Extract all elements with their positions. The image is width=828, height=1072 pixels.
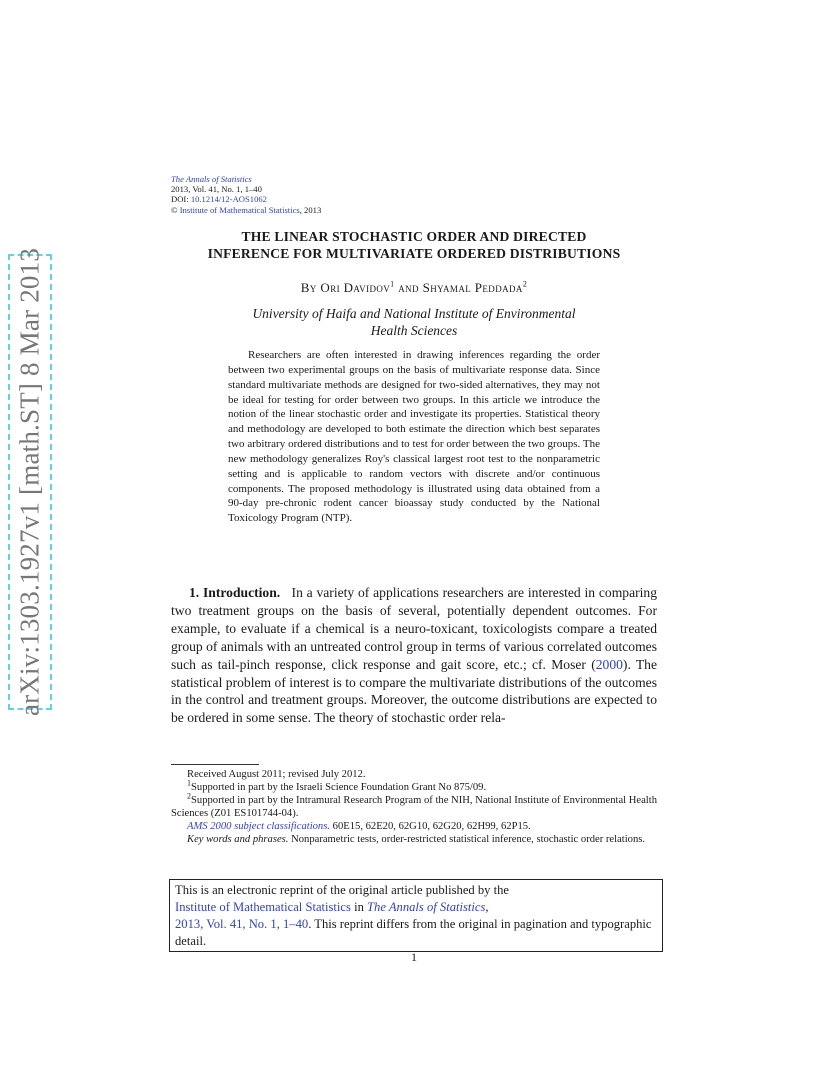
- reprint-text-2: . This reprint differs from the original in pagination and typographic detail.: [175, 916, 652, 948]
- author-line: [171, 280, 657, 296]
- introduction-paragraph: [171, 584, 657, 727]
- arxiv-identifier: arXiv:1303.1927v1 [math.ST] 8 Mar 2013: [14, 247, 45, 717]
- journal-copyright-line: [171, 205, 321, 215]
- footnote-2-mark: 2: [187, 791, 191, 801]
- keywords-label: Key words and phrases.: [187, 833, 289, 845]
- footnote-1-text: Supported in part by the Israeli Science Foundation Grant No 875/09.: [191, 781, 487, 793]
- reprint-volume-link[interactable]: 2013, Vol. 41, No. 1, 1–40: [175, 916, 309, 931]
- reprint-in: in: [350, 899, 368, 914]
- reprint-notice: [169, 879, 663, 952]
- paper-title: [171, 228, 657, 262]
- received-note: Received August 2011; revised July 2012.: [187, 769, 366, 780]
- institute-link[interactable]: Institute of Mathematical Statistics: [179, 204, 300, 215]
- arxiv-stamp: [8, 247, 52, 717]
- affiliation: [171, 305, 657, 339]
- intro-text-1: In a variety of applications researchers are interested in comparing two treatment groups on the basis of several, potentially dependent outcomes. For example, to evaluate if a chemical is a neuro-toxicant, toxicologists compare a treated group of animals with an untreated control group in terms of various correlated outcomes such as tail-pinch response, click response and gait score, etc.; cf. Moser (: [171, 585, 658, 672]
- reprint-institute-link[interactable]: Institute of Mathematical Statistics: [175, 899, 351, 914]
- title-line-2: INFERENCE FOR MULTIVARIATE ORDERED DISTRIBUTIONS: [207, 246, 621, 261]
- footnote-rule: [171, 764, 259, 765]
- author-1-mark: 1: [390, 279, 395, 289]
- reprint-comma: ,: [485, 899, 489, 914]
- keywords-text: Nonparametric tests, order-restricted statistical inference, stochastic order relations.: [288, 833, 646, 845]
- footnote-2: [171, 791, 657, 821]
- reprint-journal-link[interactable]: The Annals of Statistics: [367, 899, 486, 914]
- page-number: 1: [411, 950, 417, 964]
- doi-link[interactable]: 10.1214/12-AOS1062: [190, 194, 267, 205]
- footnote-1: [171, 778, 657, 795]
- copyright-year: , 2013: [299, 204, 322, 215]
- copyright-symbol: ©: [171, 204, 178, 215]
- keywords: [171, 834, 657, 847]
- ams-codes: 60E15, 62E20, 62G10, 62G20, 62H99, 62P15.: [330, 820, 531, 832]
- author-2: Shyamal Peddada: [422, 280, 523, 295]
- reprint-text-1: This is an electronic reprint of the original article published by the: [175, 883, 509, 897]
- section-heading: 1. Introduction.: [189, 585, 281, 600]
- footnote-2-text: Supported in part by the Intramural Research Program of the NIH, National Institute of Environmental Health Sciences (Z01 ES101744-04).: [171, 794, 657, 819]
- and-word: and: [398, 280, 419, 295]
- citation-link[interactable]: 2000: [595, 656, 623, 672]
- journal-issue: 2013, Vol. 41, No. 1, 1–40: [171, 184, 262, 195]
- abstract: Researchers are often interested in drawing inferences regarding the order between two experimental groups on the basis of multivariate response data. Since standard multivariate methods are designed for two-sided alternatives, they may not be ideal for testing for order between two groups. In this article we introduce the notion of the linear stochastic order and investigate its properties. Statistical theory and methodology are developed to both estimate the direction which best separates two arbitrary ordered distributions and to test for order between the two groups. The new methodology generalizes Roy's classical largest root test to the nonparametric setting and is applicable to random vectors with discrete and/or continuous components. The proposed methodology is illustrated using data obtained from a 90-day pre-chronic rodent cancer bioassay study conducted by the National Toxicology Program (NTP).: [228, 349, 600, 525]
- affiliation-line-2: Health Sciences: [370, 323, 458, 338]
- author-1: Ori Davidov: [320, 280, 391, 295]
- by-word: By: [300, 280, 317, 295]
- journal-info: [171, 174, 321, 215]
- title-line-1: THE LINEAR STOCHASTIC ORDER AND DIRECTED: [241, 229, 587, 244]
- ams-link[interactable]: AMS 2000 subject classifications.: [187, 820, 331, 832]
- journal-name-link[interactable]: The Annals of Statistics: [171, 174, 252, 184]
- footnotes: [171, 769, 657, 846]
- affiliation-line-1: University of Haifa and National Institute of Environmental: [252, 306, 576, 321]
- footnote-1-mark: 1: [187, 778, 191, 788]
- ams-classification: [171, 821, 657, 834]
- author-2-mark: 2: [522, 279, 528, 289]
- doi-label: DOI:: [171, 194, 191, 205]
- journal-doi-line: [171, 194, 321, 204]
- intro-text-2: ). The statistical problem of interest is to compare the multivariate distributions of the outcomes in the control and treatment groups. Moreover, the outcome distributions are expected to be ordered in some sense. The theory of stochastic order rela-: [171, 656, 657, 726]
